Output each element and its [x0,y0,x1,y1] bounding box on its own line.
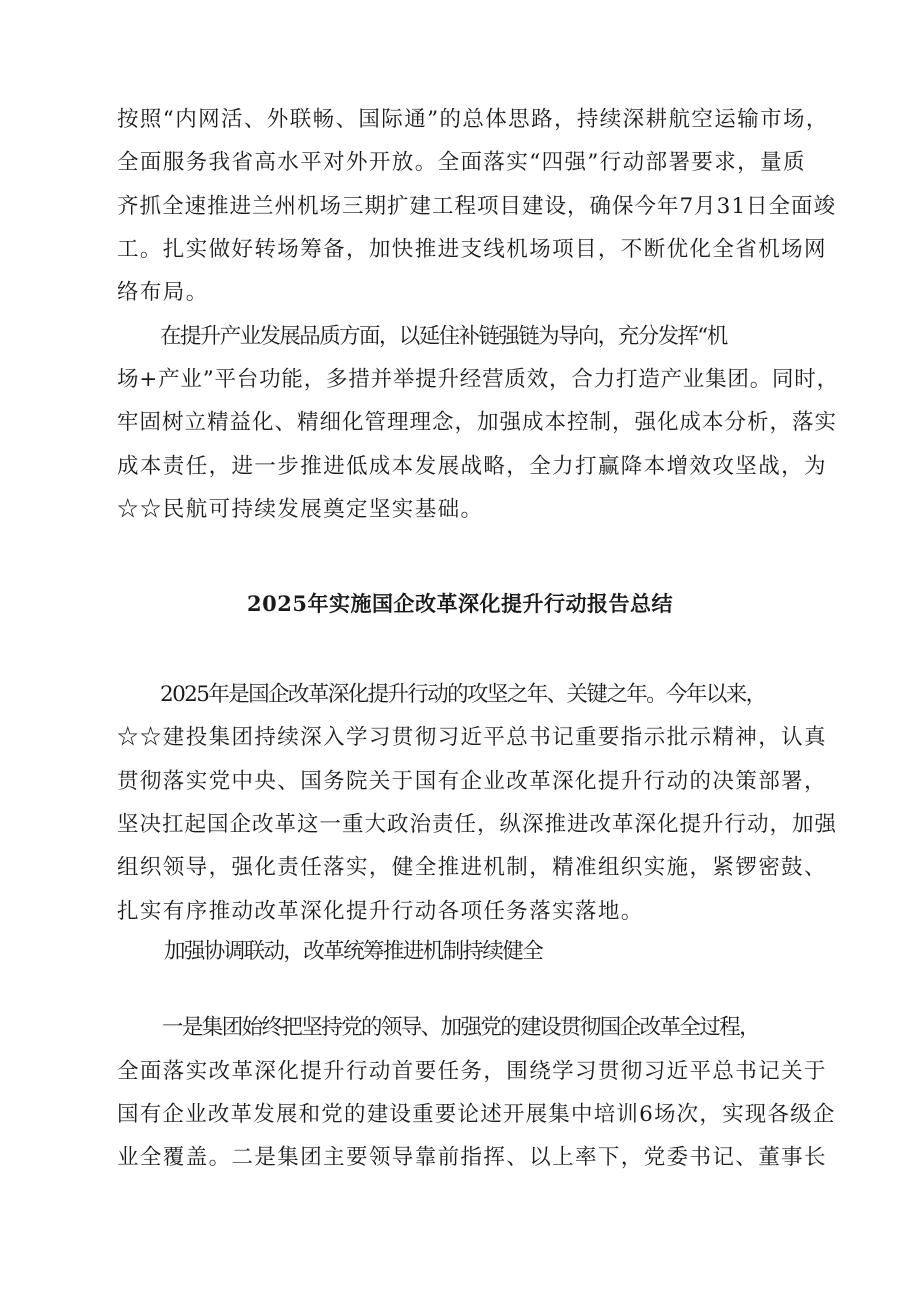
paragraph-line: 按照“内网活、外联畅、国际通”的总体思路，持续深耕航空运输市场， [117,107,829,132]
paragraph-line: 在提升产业发展品质方面，以延住补链强链为导向，充分发挥“机 [160,324,727,349]
paragraph-line: 贯彻落实党中央、国务院关于国有企业改革深化提升行动的决策部署， [117,769,827,794]
paragraph-line: 国有企业改革发展和党的建设重要论述开展集中培训6场次，实现各级企 [117,1102,836,1127]
subheading-line: 加强协调联动，改革统筹推进机制持续健全 [164,939,543,964]
paragraph-line: 2025年是国企改革深化提升行动的攻坚之年、关键之年。今年以来， [160,682,766,707]
paragraph-line: 成本责任，进一步推进低成本发展战略，全力打赢降本增效攻坚战，为 [117,454,827,479]
paragraph-line: ☆☆建投集团持续深入学习贯彻习近平总书记重要指示批示精神，认真 [117,725,827,750]
paragraph-line: 工。扎实做好转场筹备，加快推进支线机场项目，不断优化全省机场网 [117,237,827,262]
paragraph-line: 络布局。 [117,280,209,305]
paragraph-line: 全面服务我省高水平对外开放。全面落实“四强”行动部署要求，量质 [117,150,806,175]
paragraph-line: ☆☆民航可持续发展奠定坚实基础。 [117,497,484,522]
paragraph-line: 业全覆盖。二是集团主要领导靠前指挥、以上率下，党委书记、董事长 [117,1145,827,1170]
paragraph-line: 全面落实改革深化提升行动首要任务，围绕学习贯彻习近平总书记关于 [117,1059,827,1084]
paragraph-line: 齐抓全速推进兰州机场三期扩建工程项目建设，确保今年7月31日全面竣 [117,194,837,219]
section-title: 2025年实施国企改革深化提升行动报告总结 [247,591,673,616]
paragraph-line: 牢固树立精益化、精细化管理理念，加强成本控制，强化成本分析，落实 [117,410,838,435]
paragraph-line: 坚决扛起国企改革这一重大政治责任，纵深推进改革深化提升行动，加强 [117,812,838,837]
paragraph-line: 一是集团始终把坚持党的领导、加强党的建设贯彻国企改革全过程， [162,1015,760,1040]
paragraph-line: 场+产业”平台功能，多措并举提升经营质效，合力打造产业集团。同时， [117,367,839,392]
paragraph-line: 扎实有序推动改革深化提升行动各项任务落实落地。 [117,899,644,924]
paragraph-line: 组织领导，强化责任落实，健全推进机制，精准组织实施，紧锣密鼓、 [117,855,827,880]
